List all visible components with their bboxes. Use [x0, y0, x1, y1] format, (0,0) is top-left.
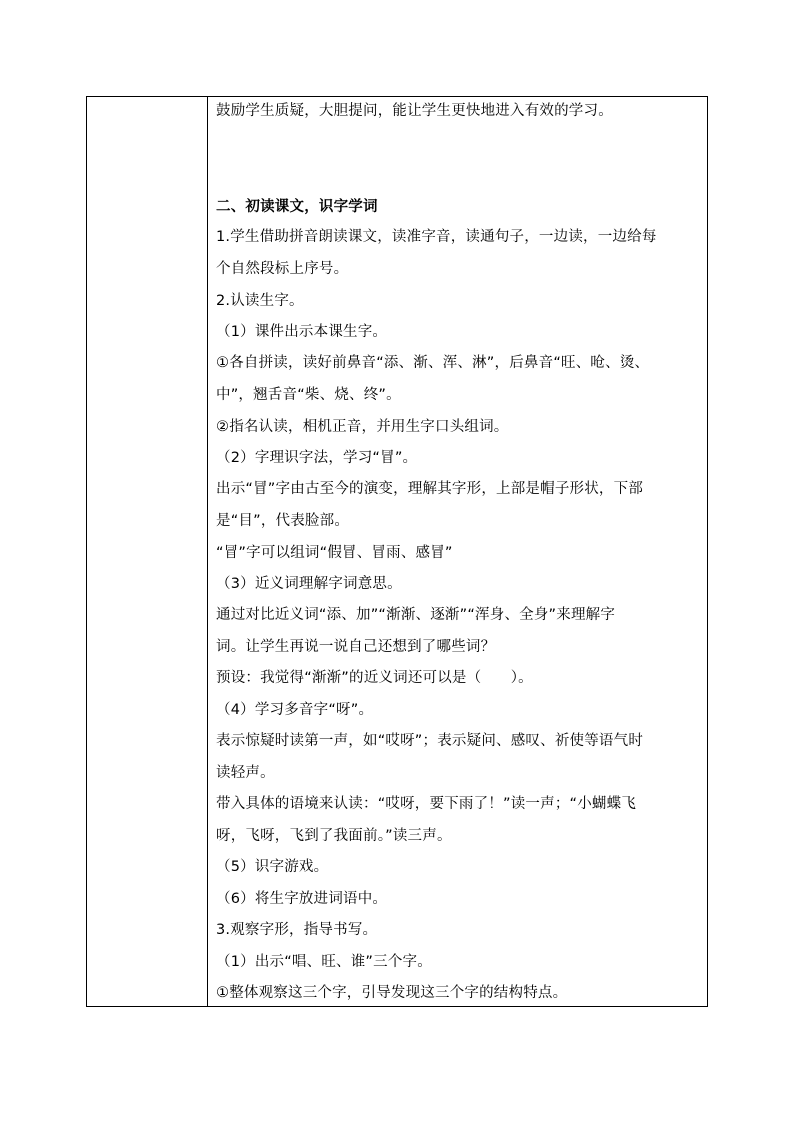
text-line: 读轻声。	[216, 765, 275, 781]
text-line: 带入具体的语境来认读：“哎呀，要下雨了！”读一声；“小蝴蝶飞	[216, 796, 637, 812]
text-line: 表示惊疑时读第一声，如“哎呀”；表示疑问、感叹、祈使等语气时	[216, 733, 644, 749]
text-line: 鼓励学生质疑，大胆提问，能让学生更快地进入有效的学习。	[216, 103, 613, 119]
text-line: （3）近义词理解字词意思。	[216, 576, 402, 592]
text-line: 通过对比近义词“添、加”“渐渐、逐渐”“浑身、全身”来理解字	[216, 607, 616, 623]
text-line: ①整体观察这三个字，引导发现这三个字的结构特点。	[216, 985, 568, 1001]
text-line: 3.观察字形，指导书写。	[216, 922, 378, 938]
section-heading: 二、初读课文，识字学词	[216, 199, 378, 215]
lesson-table	[86, 96, 708, 1007]
text-line: 词。让学生再说一说自己还想到了哪些词？	[216, 639, 496, 655]
text-line: 出示“冒”字由古至今的演变，理解其字形，上部是帽子形状，下部	[216, 481, 644, 497]
text-line: ①各自拼读，读好前鼻音“添、渐、浑、淋”，后鼻音“旺、呛、烫、	[216, 355, 650, 371]
text-line: 中”，翘舌音“柴、烧、终”。	[216, 387, 401, 403]
text-line: （5）识字游戏。	[216, 859, 329, 875]
table-left-column	[87, 97, 208, 1006]
text-line: （2）字理识字法，学习“冒”。	[216, 450, 418, 466]
text-line: （1）课件出示本课生字。	[216, 324, 388, 340]
text-line: （4）学习多音字“呀”。	[216, 702, 374, 718]
text-line: （6）将生字放进词语中。	[216, 891, 388, 907]
text-line: （1）出示“唱、旺、谁”三个字。	[216, 954, 432, 970]
text-line: 1.学生借助拼音朗读课文，读准字音，读通句子，一边读，一边给每	[216, 229, 657, 245]
text-line: 预设：我觉得“渐渐”的近义词还可以是（ ）。	[216, 670, 533, 686]
text-line: 个自然段标上序号。	[216, 261, 349, 277]
text-line: “冒”字可以组词“假冒、冒雨、感冒”	[216, 545, 453, 561]
text-line: 2.认读生字。	[216, 293, 304, 309]
table-right-column	[208, 97, 707, 1006]
text-line: 是“目”，代表脸部。	[216, 513, 350, 529]
text-line: ②指名认读，相机正音，并用生字口头组词。	[216, 419, 509, 435]
text-line: 呀，飞呀，飞到了我面前。”读三声。	[216, 828, 452, 844]
